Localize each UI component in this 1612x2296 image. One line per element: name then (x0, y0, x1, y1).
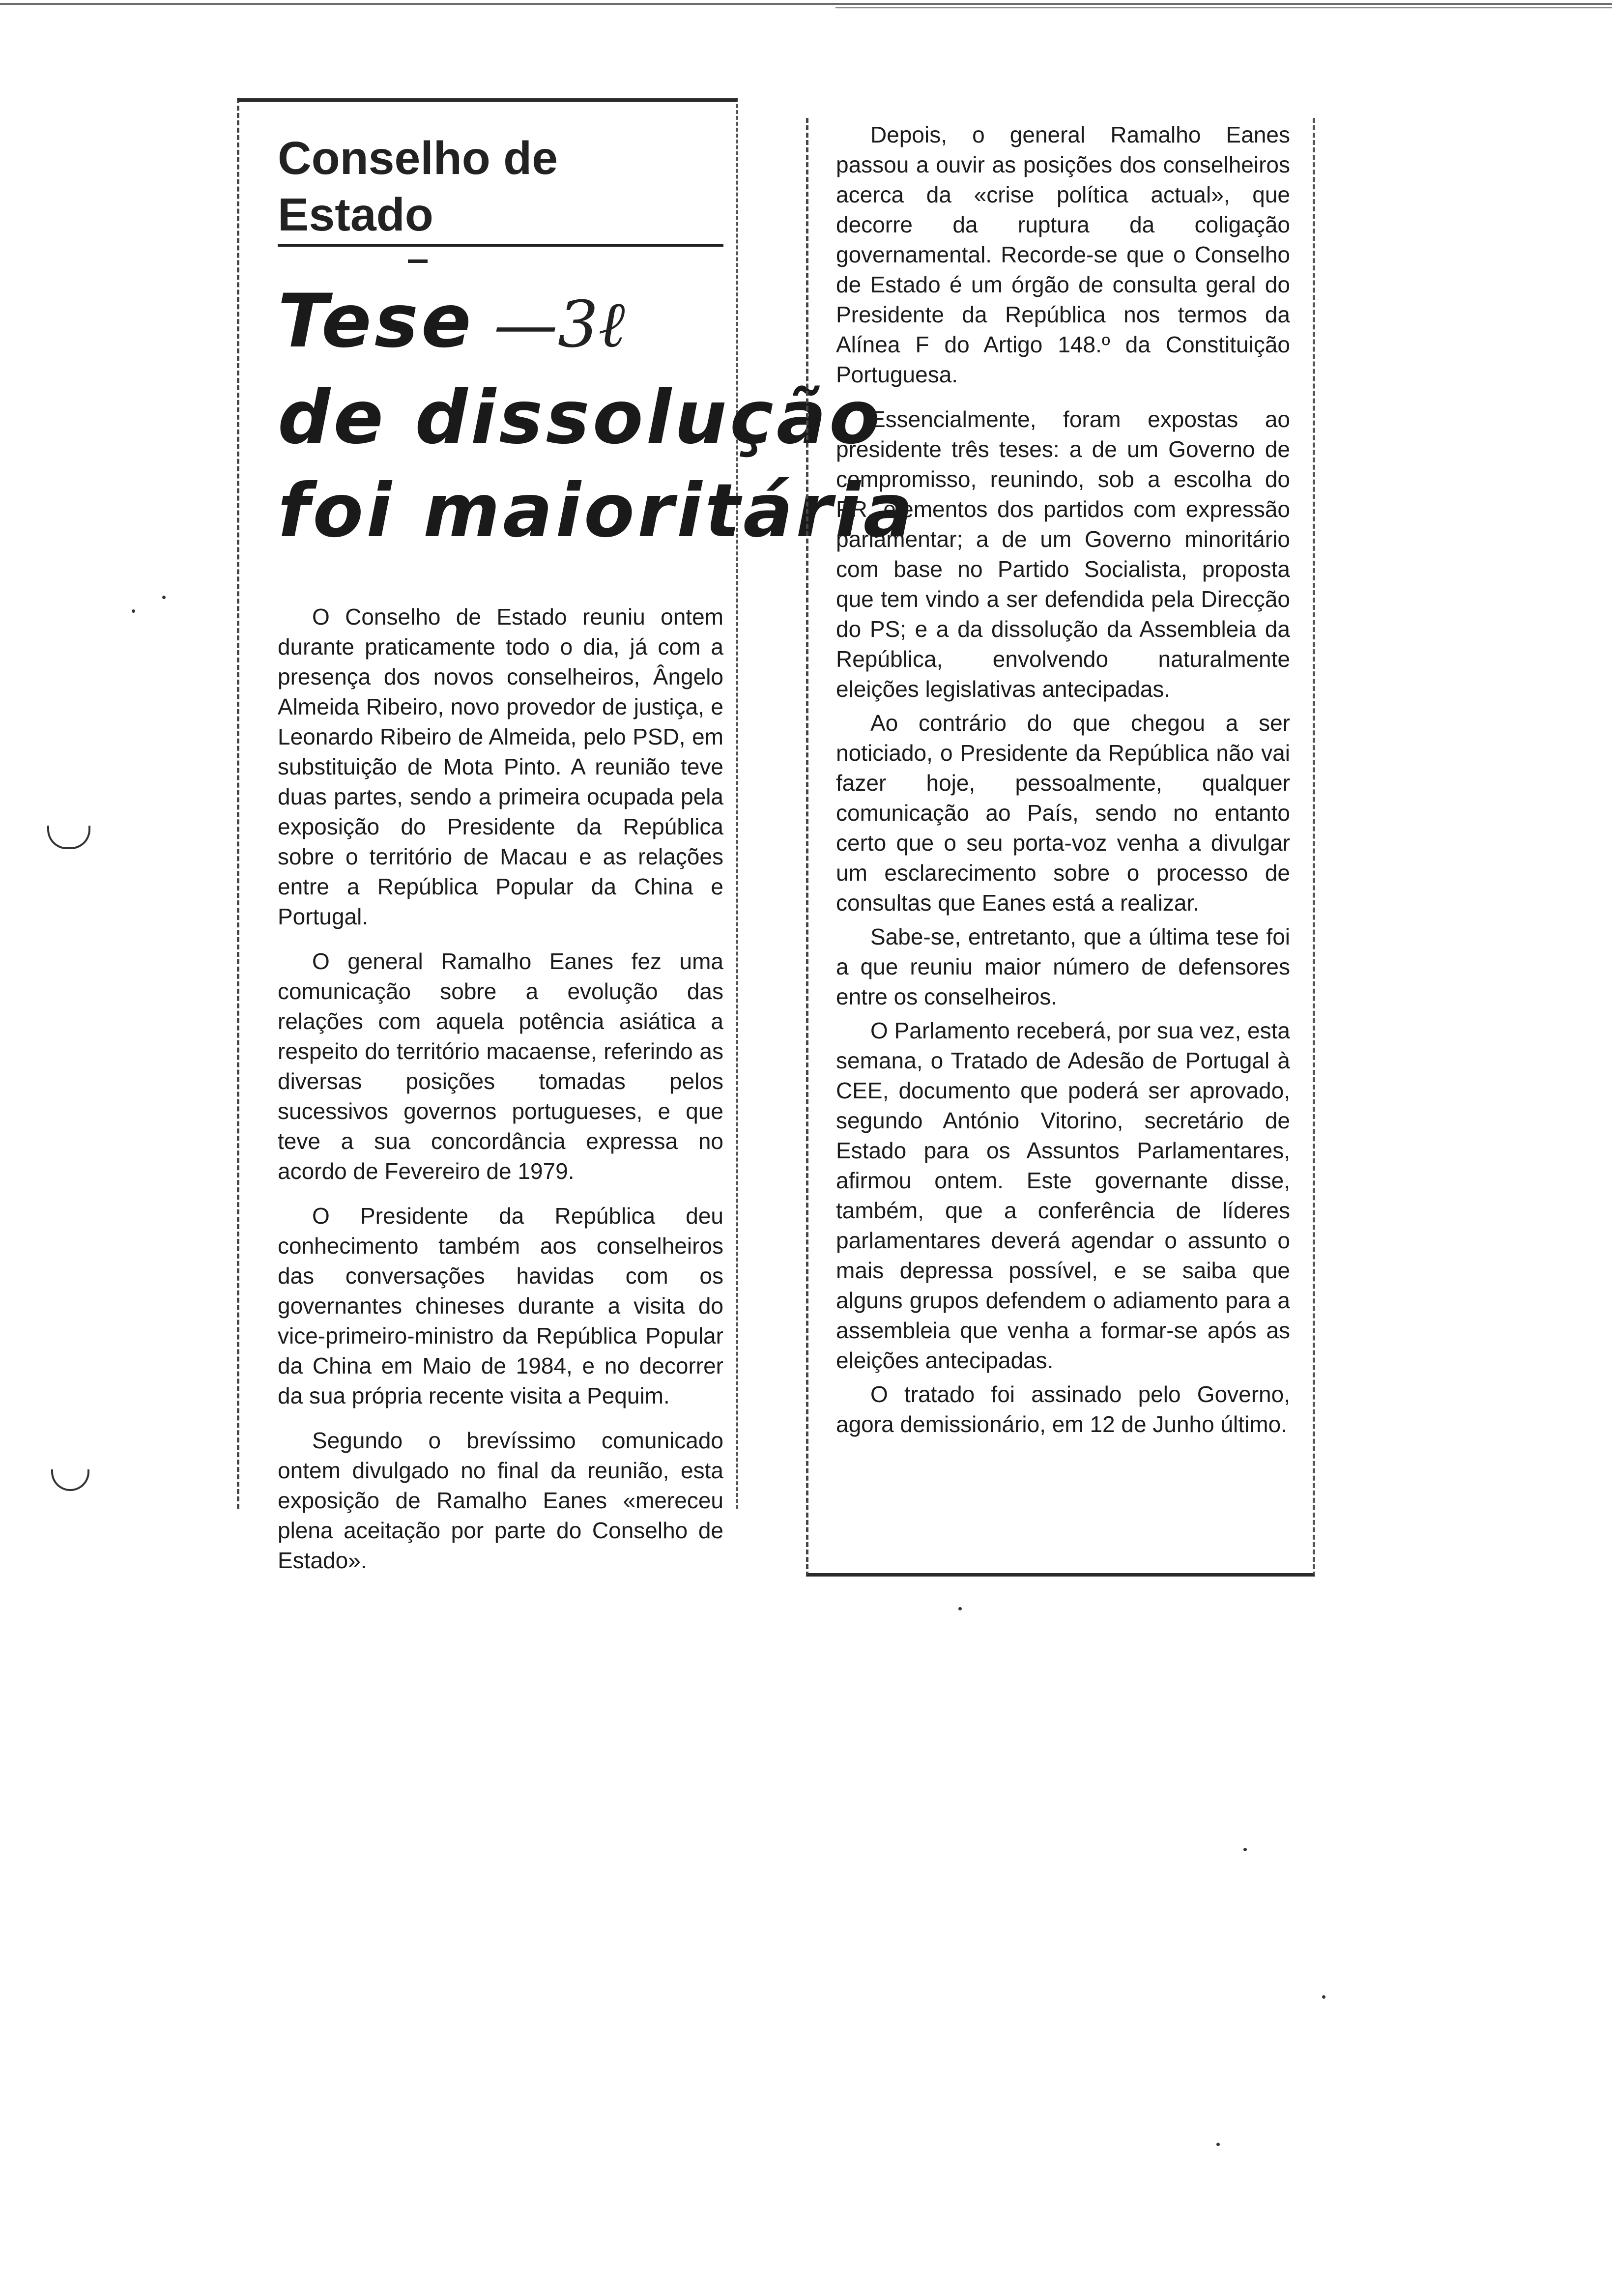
paragraph: O tratado foi assinado pelo Governo, agora demissionário, em 12 de Junho último. (836, 1381, 1290, 1437)
scan-speck (958, 1607, 962, 1610)
paragraph: O Conselho de Estado reuniu ontem durante praticamente todo o dia, já com a presença dos novos conselheiros, Ângelo Almeida Ribeiro, novo provedor de justiça, e Leonardo Ribeiro de Almeida, pelo PSD, em substituição de Mota Pinto. A reunião teve duas partes, sendo a primeira ocupada pela exposição do Presidente da República sobre o território de Macau e as relações entre a República Popular da China e Portugal. (278, 604, 723, 929)
scan-speck (1216, 2143, 1220, 2146)
right-body-text (836, 120, 1290, 1439)
headline-word: Tese (278, 279, 474, 364)
margin-hole-mark (47, 826, 90, 849)
paragraph: O Presidente da República deu conhecimento também aos conselheiros das conversações havidas com os governantes chineses durante a visita do vice-primeiro-ministro da República Popular da China em Maio de 1984, e no decorrer da sua própria recente visita a Pequim. (278, 1203, 723, 1408)
paragraph: Segundo o brevíssimo comunicado ontem divulgado no final da reunião, esta exposição de Ramalho Eanes «mereceu plena aceitação por parte do Conselho de Estado». (278, 1428, 723, 1573)
paragraph: Ao contrário do que chegou a ser noticiado, o Presidente da República não vai fazer hoje, pessoalmente, qualquer comunicação ao País, sendo no entanto certo que o seu porta-voz venha a divulgar um esclarecimento sobre o processo de consultas que Eanes está a realizar. (836, 710, 1290, 916)
scan-edge-line (0, 3, 1612, 5)
paragraph: Depois, o general Ramalho Eanes passou a ouvir as posições dos conselheiros acerca da «crise política actual», que decorre da ruptura da coligação governamental. Recorde-se que o Conselho de Estado é um órgão de consulta geral do Presidente da República nos termos da Alínea F do Artigo 148.º da Constituição Portuguesa. (836, 122, 1290, 387)
headline-line-1 (278, 275, 723, 371)
left-body-text (278, 602, 723, 1576)
clipping-left-column (237, 98, 916, 1573)
paragraph: O Parlamento receberá, por sua vez, esta semana, o Tratado de Adesão de Portugal à CEE, documento que poderá ser aprovado, segundo António Vitorino, secretário de Estado para os Assuntos Parlamentares, afirmou ontem. Este governante disse, também, que a conferência de líderes parlamentares deverá agendar o assunto o mais depressa possível, e se saiba que alguns grupos defendem o adiamento para a assembleia que venha a formar-se após as eleições antecipadas. (836, 1018, 1290, 1373)
section-kicker: Conselho de Estado (278, 130, 723, 247)
paragraph: Essencialmente, foram expostas ao presidente três teses: a de um Governo de compromisso, reunindo, sob a escolha do PR, elementos dos partidos com expressão parlamentar; a de um Governo minoritário com base no Partido Socialista, proposta que tem vindo a ser defendida pela Direcção do PS; e a da dissolução da Assembleia da República, envolvendo naturalmente eleições legislativas antecipadas. (836, 406, 1290, 702)
headline-line-2: de dissolução (278, 375, 883, 460)
scan-speck (162, 596, 166, 599)
kicker-dash (408, 259, 428, 263)
headline-line-3: foi maioritária (278, 468, 916, 554)
scan-speck (1322, 1995, 1325, 1999)
headline (278, 275, 916, 558)
paragraph: Sabe-se, entretanto, que a última tese foi a que reuniu maior número de defensores entre os conselheiros. (836, 924, 1290, 1009)
scan-edge-line-secondary (835, 7, 1612, 8)
scan-speck (1243, 1848, 1247, 1851)
paragraph: O general Ramalho Eanes fez uma comunicação sobre a evolução das relações com aquela potência asiática a respeito do território macaense, referindo as diversas posições tomadas pelos sucessivos governos portugueses, e que teve a sua concordância expressa no acordo de Fevereiro de 1979. (278, 948, 723, 1184)
margin-hole-mark (51, 1469, 89, 1491)
clipping-right-column (806, 118, 1315, 1577)
handwritten-annotation: —3ℓ (493, 287, 625, 362)
scan-speck (132, 609, 135, 613)
